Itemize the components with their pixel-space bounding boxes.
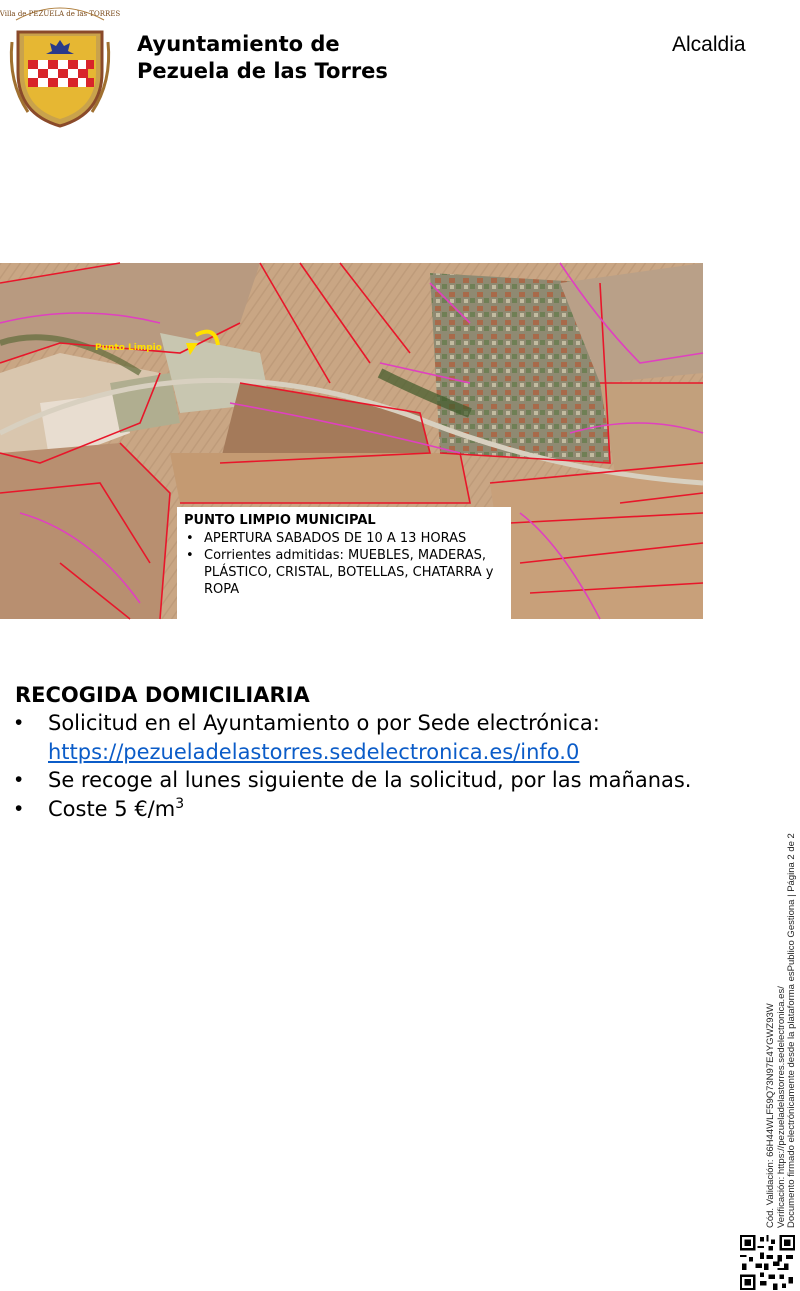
section-title: RECOGIDA DOMICILIARIA	[15, 683, 310, 707]
sede-electronica-link[interactable]: https://pezueladelastorres.sedelectronica.es/info.0	[48, 739, 580, 764]
qr-code-icon[interactable]	[740, 1235, 795, 1290]
title-line-2: Pezuela de las Torres	[137, 59, 388, 83]
validation-code: Cód. Validación: 66H44WLF59Q73N97E4YGWZ93W	[765, 1003, 776, 1228]
info-box-list	[184, 530, 503, 598]
bullet-icon: •	[15, 768, 23, 791]
map-marker-label: Punto Limpio	[95, 343, 162, 353]
list-item-text: Se recoge al lunes siguiente de la solicitud, por las mañanas.	[48, 768, 692, 792]
info-box-item-accepted: • Corrientes admitidas: MUEBLES, MADERAS, PLÁSTICO, CRISTAL, BOTELLAS, CHATARRA y ROPA	[184, 547, 503, 598]
list-item	[15, 795, 705, 824]
list-item	[15, 766, 705, 795]
info-box-title: PUNTO LIMPIO MUNICIPAL	[184, 513, 376, 528]
validation-footer	[765, 808, 787, 1228]
list-item-text: Coste 5 €/m	[48, 796, 176, 821]
signed-note: Documento firmado electrónicamente desde la plataforma esPublico Gestiona | Página 2 de 2	[786, 833, 797, 1228]
list-item	[15, 709, 705, 766]
superscript-exponent: 3	[175, 795, 185, 812]
verification-url: Verificación: https://pezueladelastorres.sedelectronica.es/	[776, 986, 787, 1228]
municipal-crest-logo	[0, 2, 121, 128]
department-label: Alcaldia	[672, 33, 746, 56]
bullet-icon: •	[15, 796, 23, 820]
page-title	[137, 31, 388, 85]
recogida-section	[15, 683, 705, 823]
bullet-icon: •	[15, 711, 23, 734]
title-line-1: Ayuntamiento de	[137, 32, 340, 56]
recogida-list	[15, 709, 705, 823]
info-box-item-hours: • APERTURA SABADOS DE 10 A 13 HORAS	[184, 530, 503, 547]
punto-limpio-info-box	[177, 507, 511, 619]
svg-text:Villa de PEZUELA de las TORRES: Villa de PEZUELA de las TORRES	[0, 10, 121, 18]
list-item-text: Solicitud en el Ayuntamiento o por Sede electrónica:	[48, 711, 600, 735]
